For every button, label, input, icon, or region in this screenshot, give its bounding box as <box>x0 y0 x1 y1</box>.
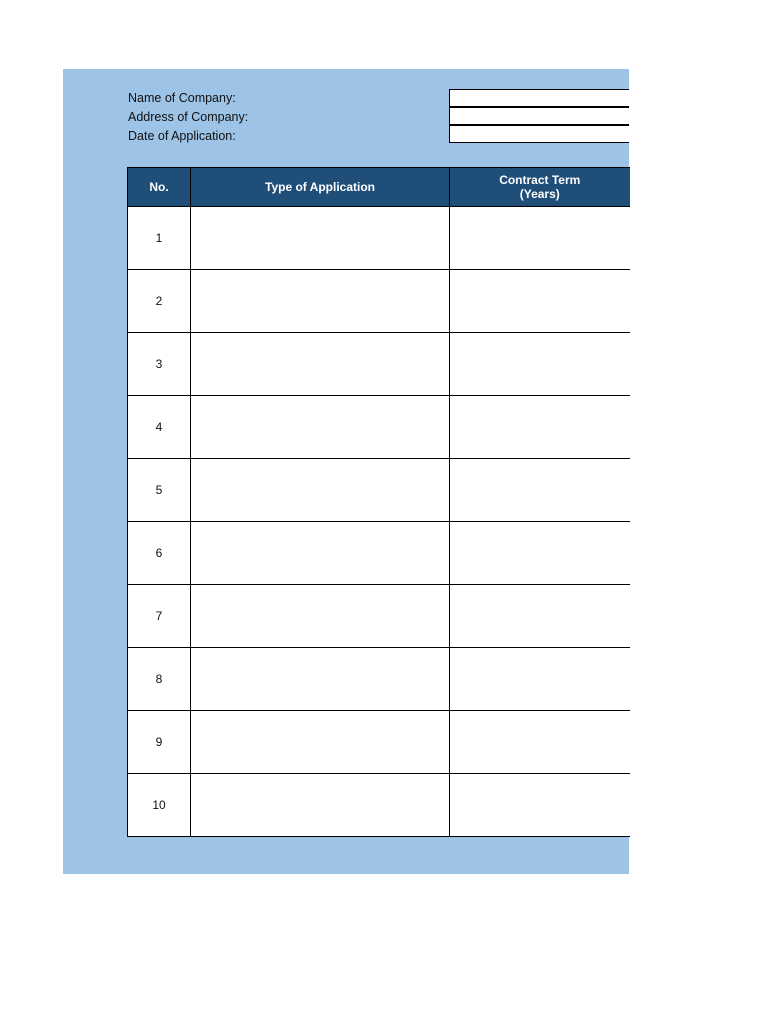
row-number-cell: 1 <box>128 207 191 270</box>
column-header-contract-term <box>450 168 630 207</box>
table-row <box>128 396 630 459</box>
column-header-type: Type of Application <box>191 168 450 207</box>
application-type-cell[interactable] <box>191 648 450 711</box>
application-type-cell[interactable] <box>191 207 450 270</box>
contract-term-cell[interactable] <box>450 522 630 585</box>
table-row <box>128 459 630 522</box>
application-type-cell[interactable] <box>191 774 450 837</box>
table-row <box>128 270 630 333</box>
row-number-cell: 10 <box>128 774 191 837</box>
row-number-cell: 8 <box>128 648 191 711</box>
row-number-cell: 4 <box>128 396 191 459</box>
row-number-cell: 7 <box>128 585 191 648</box>
table-row <box>128 333 630 396</box>
application-type-cell[interactable] <box>191 522 450 585</box>
company-info-fields <box>449 89 629 144</box>
table-row <box>128 648 630 711</box>
contract-term-cell[interactable] <box>450 774 630 837</box>
application-type-cell[interactable] <box>191 270 450 333</box>
table-header-row <box>128 168 630 207</box>
table-row <box>128 522 630 585</box>
contract-term-cell[interactable] <box>450 270 630 333</box>
application-type-cell[interactable] <box>191 711 450 774</box>
row-number-cell: 5 <box>128 459 191 522</box>
company-info-labels <box>128 89 248 146</box>
contract-term-header-line2: (Years) <box>519 187 560 201</box>
company-address-label: Address of Company: <box>128 110 249 124</box>
table-row <box>128 207 630 270</box>
row-number-cell: 2 <box>128 270 191 333</box>
contract-term-cell[interactable] <box>450 333 630 396</box>
application-date-label: Date of Application: <box>128 129 236 143</box>
application-type-cell[interactable] <box>191 396 450 459</box>
contract-term-header-line1: Contract Term <box>499 173 581 187</box>
company-name-label: Name of Company: <box>128 91 236 105</box>
table-row <box>128 585 630 648</box>
application-type-cell[interactable] <box>191 459 450 522</box>
company-address-field[interactable] <box>449 107 629 125</box>
column-header-no: No. <box>128 168 191 207</box>
application-date-field[interactable] <box>449 125 629 143</box>
contract-term-cell[interactable] <box>450 459 630 522</box>
application-form-sheet <box>63 69 629 874</box>
row-number-cell: 3 <box>128 333 191 396</box>
contract-term-cell[interactable] <box>450 711 630 774</box>
contract-term-cell[interactable] <box>450 207 630 270</box>
contract-term-cell[interactable] <box>450 396 630 459</box>
contract-term-cell[interactable] <box>450 585 630 648</box>
application-type-cell[interactable] <box>191 333 450 396</box>
application-table <box>127 167 630 837</box>
contract-term-cell[interactable] <box>450 648 630 711</box>
table-row <box>128 774 630 837</box>
application-type-cell[interactable] <box>191 585 450 648</box>
table-row <box>128 711 630 774</box>
row-number-cell: 9 <box>128 711 191 774</box>
row-number-cell: 6 <box>128 522 191 585</box>
company-name-field[interactable] <box>449 89 629 107</box>
